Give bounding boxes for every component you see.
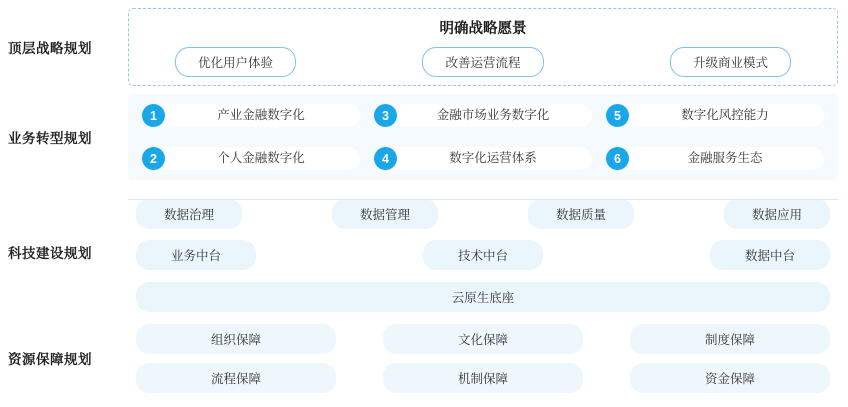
resource-panel xyxy=(128,320,838,396)
business-line-bottom xyxy=(142,147,824,170)
business-item-6[interactable] xyxy=(606,147,824,170)
business-label-4: 数字化运营体系 xyxy=(386,147,592,170)
resource-line-top xyxy=(128,324,838,354)
row-label-business: 业务转型规划 xyxy=(8,131,92,146)
tech-tag-data-management[interactable]: 数据管理 xyxy=(332,199,438,229)
strategy-pill-2[interactable]: 改善运营流程 xyxy=(422,47,543,77)
strategy-title: 明确战略愿景 xyxy=(439,21,527,37)
tech-line-data xyxy=(128,199,838,229)
business-label-5: 数字化风控能力 xyxy=(618,104,824,127)
row-body-business xyxy=(128,94,848,180)
business-panel xyxy=(128,94,838,180)
strategy-pill-3[interactable]: 升级商业模式 xyxy=(670,47,791,77)
row-body-resource xyxy=(128,320,848,396)
row-body-strategy xyxy=(128,8,848,86)
tech-line-midplatform xyxy=(128,240,838,270)
resource-line-bottom xyxy=(128,363,838,393)
row-label-tech: 科技建设规划 xyxy=(8,246,92,261)
resource-tag-culture[interactable]: 文化保障 xyxy=(383,324,583,354)
tech-tag-data-governance[interactable]: 数据治理 xyxy=(136,199,242,229)
business-number-2: 2 xyxy=(142,147,165,170)
business-item-2[interactable] xyxy=(142,147,360,170)
business-item-3[interactable] xyxy=(374,104,592,127)
business-number-6: 6 xyxy=(606,147,629,170)
tech-tag-data-application[interactable]: 数据应用 xyxy=(724,199,830,229)
row-tech xyxy=(0,192,848,312)
business-line-top xyxy=(142,104,824,127)
row-label-resource: 资源保障规划 xyxy=(8,352,92,367)
row-label-strategy: 顶层战略规划 xyxy=(8,41,92,56)
resource-tag-mechanism[interactable]: 机制保障 xyxy=(383,363,583,393)
business-number-1: 1 xyxy=(142,104,165,127)
strategy-panel xyxy=(128,8,838,86)
business-number-5: 5 xyxy=(606,104,629,127)
strategy-pill-1[interactable]: 优化用户体验 xyxy=(175,47,296,77)
business-label-2: 个人金融数字化 xyxy=(154,147,360,170)
resource-tag-system[interactable]: 制度保障 xyxy=(630,324,830,354)
resource-tag-organization[interactable]: 组织保障 xyxy=(136,324,336,354)
business-number-3: 3 xyxy=(374,104,397,127)
tech-tag-business-midplatform[interactable]: 业务中台 xyxy=(136,240,256,270)
business-item-1[interactable] xyxy=(142,104,360,127)
business-number-4: 4 xyxy=(374,147,397,170)
business-label-1: 产业金融数字化 xyxy=(154,104,360,127)
business-item-5[interactable] xyxy=(606,104,824,127)
tech-divider xyxy=(128,199,838,200)
business-item-4[interactable] xyxy=(374,147,592,170)
tech-tag-technology-midplatform[interactable]: 技术中台 xyxy=(423,240,543,270)
business-label-6: 金融服务生态 xyxy=(618,147,824,170)
row-body-tech xyxy=(128,187,848,317)
resource-tag-process[interactable]: 流程保障 xyxy=(136,363,336,393)
row-strategy xyxy=(0,6,848,88)
row-resource xyxy=(0,318,848,398)
tech-tag-data-midplatform[interactable]: 数据中台 xyxy=(710,240,830,270)
row-business xyxy=(0,92,848,182)
tech-tag-data-quality[interactable]: 数据质量 xyxy=(528,199,634,229)
tech-tag-cloud-native-base[interactable]: 云原生底座 xyxy=(136,282,830,312)
tech-panel xyxy=(128,199,838,317)
strategy-pill-group xyxy=(143,47,823,77)
resource-tag-funding[interactable]: 资金保障 xyxy=(630,363,830,393)
business-label-3: 金融市场业务数字化 xyxy=(386,104,592,127)
